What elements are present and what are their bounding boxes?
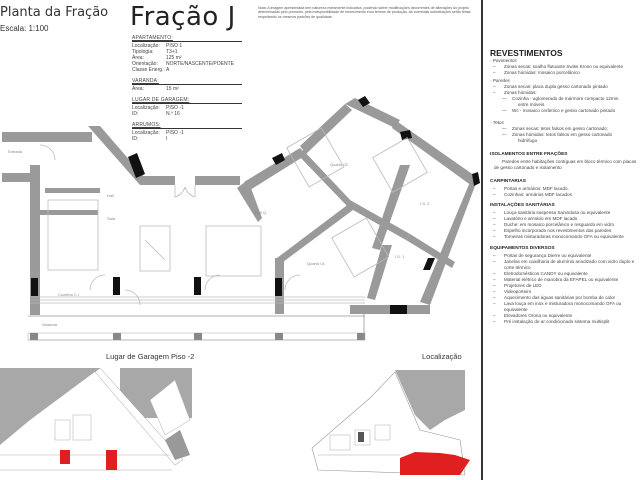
location-map-title: Localização bbox=[422, 352, 462, 361]
spec-item: – Duche: em mosaico porcelânico e resguardo em vidro bbox=[490, 222, 640, 228]
spec-item: – Louça sanitária suspensa Sanindusa ou equivalente bbox=[490, 210, 640, 216]
spec-item: – Zonas secas: soalho flutuante Swiss Krono ou equivalente bbox=[490, 64, 640, 70]
spec-item: – Espelho incorporado nos revestimentos das paredes bbox=[490, 228, 640, 234]
info-row: Localização: PISO -1 bbox=[132, 130, 184, 136]
spec-subitem-cont: hidrófugo bbox=[518, 138, 538, 143]
info-row: ID: I bbox=[132, 136, 168, 142]
spec-subitem: — Wc - mosaico cerâmico e gesso cartonado pintado bbox=[490, 108, 640, 114]
room-label: Sala bbox=[107, 216, 116, 221]
arrumos-heading: ARRUMOS: bbox=[132, 122, 161, 128]
revestimentos-title: REVESTIMENTOS bbox=[490, 48, 563, 58]
spec-item: – Zonas secas: placa dupla gesso cartonado pintado bbox=[490, 84, 640, 90]
location-map bbox=[290, 365, 480, 480]
room-label: Quarto 02 bbox=[330, 162, 348, 167]
spec-item: – Aquecimento das águas sanitárias por bomba de calor bbox=[490, 295, 640, 301]
spec-item: – Material elétrico de manobra da EFAPEL ou equivalente bbox=[490, 277, 640, 283]
carpintarias-title: CARPINTARIAS bbox=[490, 179, 526, 184]
isolamentos-title: ISOLAMENTOS ENTRE FRAÇÕES bbox=[490, 152, 568, 157]
spec-item: – Lava louça em inox e misturadora monocomando OFA ou equivalente bbox=[490, 301, 640, 313]
spec-item: – Torneiras misturadoras monocomando OFA ou equivalente bbox=[490, 234, 640, 240]
spec-subitem: — Cozinha - aglomerado de mármore compacto 12mm bbox=[490, 96, 640, 102]
info-row: Área: 15 m² bbox=[132, 86, 179, 92]
spec-item: – Portas e armários: MDF lacado. bbox=[490, 186, 640, 192]
garagem-heading: LUGAR DE GARAGEM: bbox=[132, 97, 190, 103]
sanitarias-title: INSTALAÇÕES SANITÁRIAS bbox=[490, 203, 555, 208]
room-label: Cozinha C.I bbox=[58, 292, 79, 297]
info-row: Localização: PISO 1 bbox=[132, 43, 183, 49]
info-row: Área: 125 m² bbox=[132, 55, 182, 61]
spec-subitem: — Zonas secas: tetos falsos em gesso cartonado; bbox=[490, 126, 640, 132]
spec-item: – Videoporteiro bbox=[490, 289, 640, 295]
equipamentos-title: EQUIPAMENTOS DIVERSOS bbox=[490, 246, 555, 251]
plan-scale: Escala: 1:100 bbox=[0, 24, 49, 33]
room-label: I.S. 2 bbox=[420, 201, 430, 206]
info-row: ID: N.º 16 bbox=[132, 111, 180, 117]
room-label: Entrada bbox=[8, 149, 23, 154]
room-label: I.S. 1 bbox=[395, 254, 405, 259]
plan-title: Planta da Fração bbox=[0, 5, 109, 20]
info-row: Localização: PISO -1 bbox=[132, 105, 184, 111]
info-row: Classe Energ.: A bbox=[132, 67, 170, 73]
varanda-heading: VARANDA: bbox=[132, 78, 159, 84]
disclaimer-note: Nota: A imagem apresentada tem natureza meramente indicativa, podendo sofrer modificações decorrentes de alterações do projeto determinadas pelo promotor, pela indisponibilidade de fornecimento e/ou termos de produção. As eventuais substituições serão feitas respeitando os mesmos padrões de qualidade. bbox=[258, 6, 471, 19]
floor-plan bbox=[0, 80, 480, 345]
spec-category: - Paredes bbox=[490, 78, 510, 83]
room-label: Quarto 01 bbox=[307, 261, 325, 266]
spec-item: – Zonas húmidas: mosaico porcelânico bbox=[490, 70, 640, 76]
info-row: Orientação: NORTE/NASCENTE/POENTE bbox=[132, 61, 234, 67]
spec-item: – Elevadores Orona ou equivalente bbox=[490, 313, 640, 319]
spec-subitem: — Zonas húmidas: tetos falsos em gesso cartonado bbox=[490, 132, 640, 138]
spec-item: – Janelas em caixilharia de alumínio anodizado com vidro duplo e corte térmico bbox=[490, 259, 640, 271]
spec-item: – Lavatório e armário em MDF lacado bbox=[490, 216, 640, 222]
fraction-title: Fração J bbox=[130, 2, 236, 32]
spec-item: – Pré instalação de ar condicionado sistema multisplit bbox=[490, 319, 640, 325]
room-label: Hall bbox=[107, 193, 114, 198]
apartamento-heading: APARTAMENTO: bbox=[132, 35, 173, 41]
spec-subitem-cont: entre móveis bbox=[518, 102, 545, 107]
spec-item: – Portas de segurança Dierre ou equivalente bbox=[490, 253, 640, 259]
spec-text: Paredes entre habitações contíguas em bloco térmico com placas de gesso cartonado e isolamento bbox=[494, 159, 637, 170]
room-label: Hall Q. bbox=[255, 210, 268, 215]
divider bbox=[132, 41, 242, 42]
spec-item: – Projetores de LED bbox=[490, 283, 640, 289]
garage-map-title: Lugar de Garagem Piso -2 bbox=[106, 352, 195, 361]
info-row: Tipologia: T3+1 bbox=[132, 49, 178, 55]
garage-map bbox=[0, 365, 250, 480]
spec-item: – Eletrodomésticos CANDY ou equivalente bbox=[490, 271, 640, 277]
room-label: Varanda bbox=[42, 322, 57, 327]
spec-category: - Tetos bbox=[490, 120, 504, 125]
vertical-divider bbox=[481, 0, 483, 480]
specifications-panel bbox=[490, 50, 640, 325]
spec-item: – Zonas húmidas: bbox=[490, 90, 640, 96]
spec-item: – Cozinhas: armários MDF lacados bbox=[490, 192, 640, 198]
spec-category: - Pavimentos bbox=[490, 58, 517, 63]
